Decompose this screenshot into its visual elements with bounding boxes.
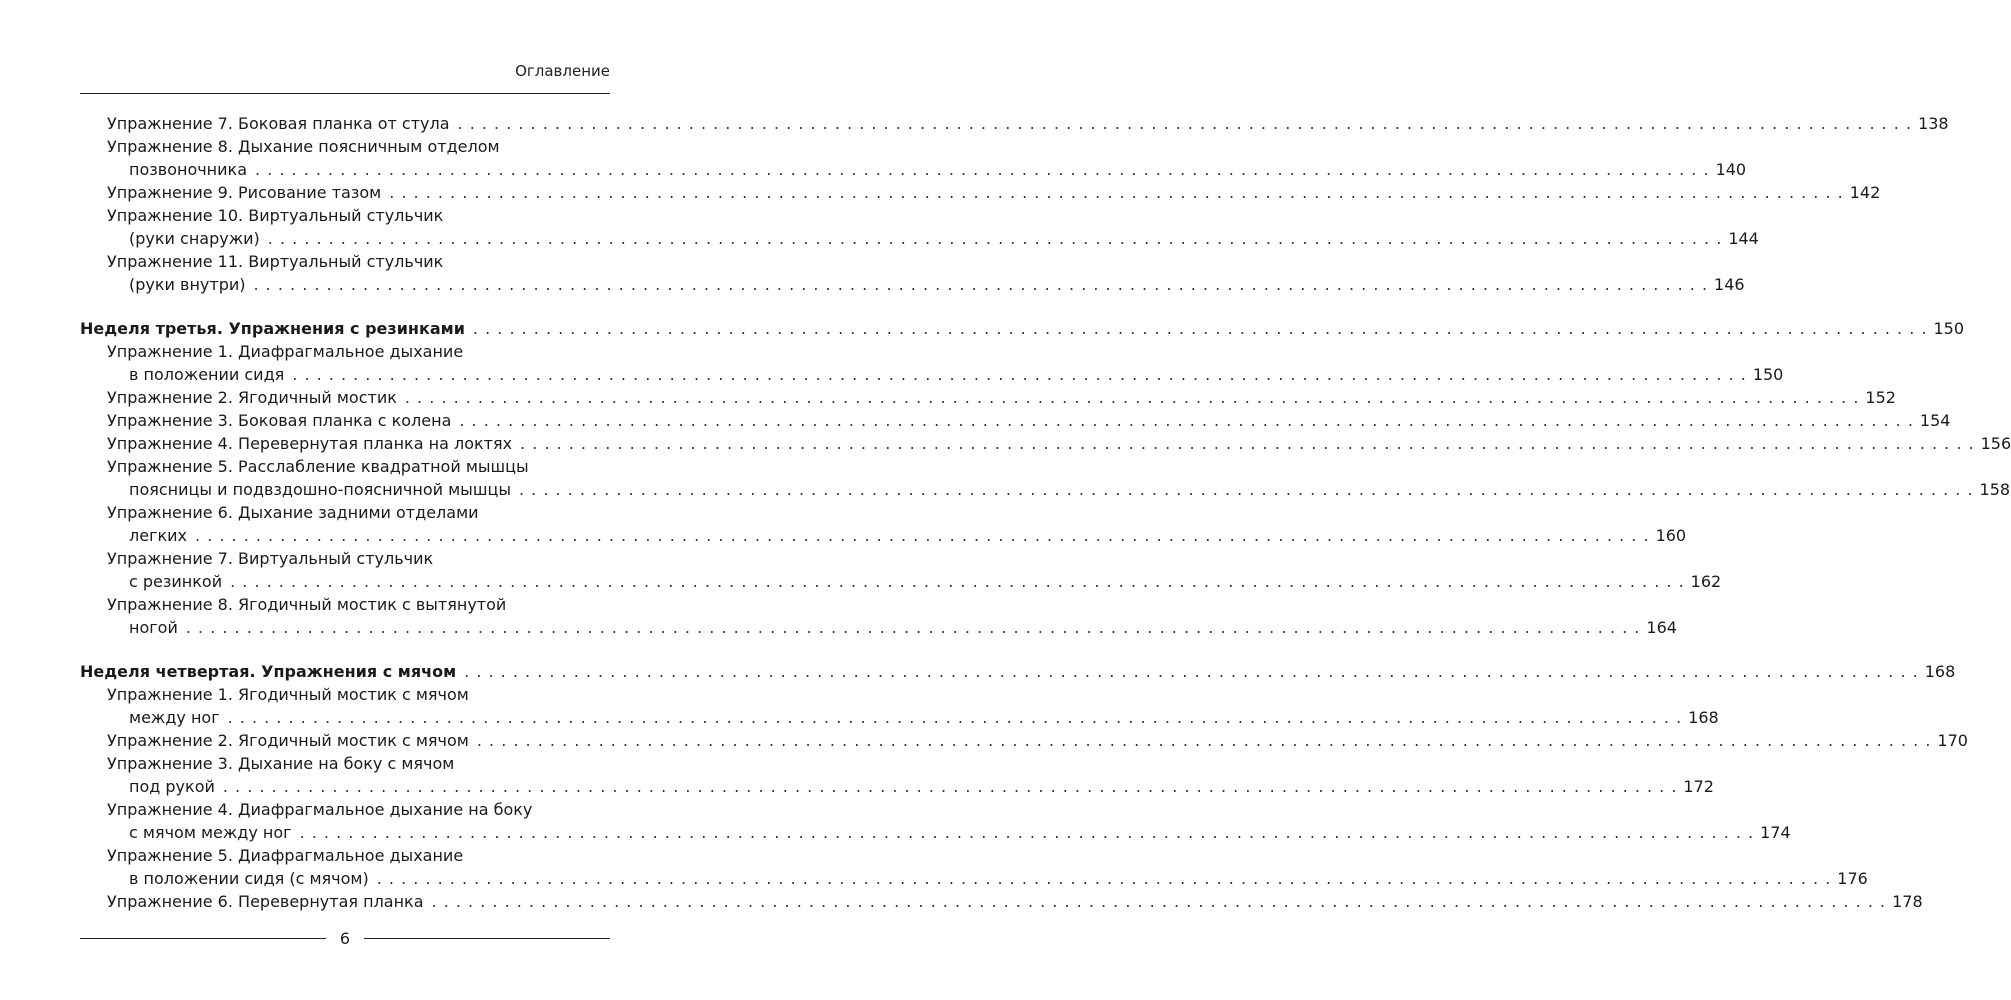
- toc-entry-title: Упражнение 5. Расслабление квадратной мышцы: [107, 457, 529, 476]
- toc-line: [107, 501, 610, 524]
- running-header: Оглавление: [515, 62, 610, 80]
- dot-leader: . . . . . . . . . . . . . . . . . . . . . . . . . . . . . . . . . . . . . . . . . . . . . . . . . . . . . . . . . . . . . . . . . . . . . . . . . . . . . . . . . . . . . . . . . . . . . . . . . . . . . . . . . . . . . . . . . . . . . . . .: [230, 572, 1685, 591]
- toc-line: [107, 386, 1896, 409]
- toc-entry-title: ногой: [129, 618, 178, 637]
- dot-leader: . . . . . . . . . . . . . . . . . . . . . . . . . . . . . . . . . . . . . . . . . . . . . . . . . . . . . . . . . . . . . . . . . . . . . . . . . . . . . . . . . . . . . . . . . . . . . . . . . . . . . . . . . . . . . . . . . . . . . . . .: [404, 388, 1860, 407]
- toc-entry: [80, 181, 1881, 204]
- toc-entry: [80, 752, 1714, 798]
- toc-entry-title: с мячом между ног: [129, 823, 292, 842]
- dot-leader: . . . . . . . . . . . . . . . . . . . . . . . . . . . . . . . . . . . . . . . . . . . . . . . . . . . . . . . . . . . . . . . . . . . . . . . . . . . . . . . . . . . . . . . . . . . . . . . . . . . . . . . . . . . . . . . . . . . . . . . .: [292, 365, 1747, 384]
- toc-entry-title: в положении сидя: [129, 365, 285, 384]
- toc-entry: [80, 204, 1759, 250]
- toc-entry-title: позвоночника: [129, 160, 248, 179]
- toc-page-number: 164: [1646, 618, 1677, 637]
- toc-page-number: 146: [1714, 275, 1745, 294]
- toc-entry-title: (руки снаружи): [129, 229, 260, 248]
- toc-entry: [80, 729, 1968, 752]
- toc-line: [107, 775, 1714, 798]
- toc-entry-title: Упражнение 10. Виртуальный стульчик: [107, 206, 444, 225]
- toc-entry: [80, 386, 1896, 409]
- toc-entry-title: под рукой: [129, 777, 215, 796]
- dot-leader: . . . . . . . . . . . . . . . . . . . . . . . . . . . . . . . . . . . . . . . . . . . . . . . . . . . . . . . . . . . . . . . . . . . . . . . . . . . . . . . . . . . . . . . . . . . . . . . . . . . . . . . . . . . . . . . . . . . . . . . .: [376, 869, 1832, 888]
- toc-entry-title: Упражнение 7. Виртуальный стульчик: [107, 549, 434, 568]
- toc-entry: [80, 890, 1923, 913]
- toc-entry-title: Неделя третья. Упражнения с резинками: [80, 319, 465, 338]
- toc-entry-title: Упражнение 11. Виртуальный стульчик: [107, 252, 444, 271]
- toc-entry-title: с резинкой: [129, 572, 223, 591]
- toc-entry: [80, 135, 1747, 181]
- toc-line: [107, 729, 1968, 752]
- toc-entry-title: Упражнение 8. Дыхание поясничным отделом: [107, 137, 500, 156]
- dot-leader: . . . . . . . . . . . . . . . . . . . . . . . . . . . . . . . . . . . . . . . . . . . . . . . . . . . . . . . . . . . . . . . . . . . . . . . . . . . . . . . . . . . . . . . . . . . . . . . . . . . . . . . . . . . . . . . . . . . . . . . .: [253, 275, 1709, 294]
- toc-line: [107, 227, 1759, 250]
- toc-page-number: 150: [1752, 365, 1784, 384]
- toc-line: [107, 432, 2011, 455]
- dot-leader: . . . . . . . . . . . . . . . . . . . . . . . . . . . . . . . . . . . . . . . . . . . . . . . . . . . . . . . . . . . . . . . . . . . . . . . . . . . . . . . . . . . . . . . . . . . . . . . . . . . . . . . . . . . . . . . . . . . . . . . .: [472, 319, 1928, 338]
- toc-entry: [80, 547, 1722, 593]
- toc-page-number: 140: [1715, 160, 1747, 179]
- toc-entry: [80, 844, 1868, 890]
- toc-entry-title: поясницы и подвздошно-поясничной мышцы: [129, 480, 511, 499]
- toc-entry-title: (руки внутри): [129, 275, 246, 294]
- toc-entry: [80, 432, 2011, 455]
- toc-line: [107, 250, 610, 273]
- toc-line: [107, 204, 610, 227]
- toc-entry: [80, 501, 1687, 547]
- toc-entry-title: Упражнение 8. Ягодичный мостик с вытянутой: [107, 595, 507, 614]
- toc-entry-title: Упражнение 2. Ягодичный мостик с мячом: [107, 731, 469, 750]
- header-rule: [80, 93, 610, 94]
- dot-leader: . . . . . . . . . . . . . . . . . . . . . . . . . . . . . . . . . . . . . . . . . . . . . . . . . . . . . . . . . . . . . . . . . . . . . . . . . . . . . . . . . . . . . . . . . . . . . . . . . . . . . . . . . . . . . . . . . . . . . . . .: [267, 229, 1723, 248]
- toc-page-number: 152: [1865, 388, 1896, 407]
- toc-line: [107, 158, 1747, 181]
- dot-leader: . . . . . . . . . . . . . . . . . . . . . . . . . . . . . . . . . . . . . . . . . . . . . . . . . . . . . . . . . . . . . . . . . . . . . . . . . . . . . . . . . . . . . . . . . . . . . . . . . . . . . . . . . . . . . . . . . . . . . . . .: [464, 662, 1919, 681]
- toc-line: [107, 409, 1951, 432]
- toc-entry: [80, 455, 2011, 501]
- toc-entry-title: Упражнение 5. Диафрагмальное дыхание: [107, 846, 464, 865]
- toc-entry-title: Упражнение 4. Диафрагмальное дыхание на боку: [107, 800, 533, 819]
- table-of-contents: [80, 112, 2011, 913]
- dot-leader: . . . . . . . . . . . . . . . . . . . . . . . . . . . . . . . . . . . . . . . . . . . . . . . . . . . . . . . . . . . . . . . . . . . . . . . . . . . . . . . . . . . . . . . . . . . . . . . . . . . . . . . . . . . . . . . . . . . . . . . .: [227, 708, 1683, 727]
- toc-line: [107, 181, 1881, 204]
- toc-page-number: 154: [1919, 411, 1951, 430]
- toc-page-number: 142: [1849, 183, 1881, 202]
- toc-line: [107, 798, 610, 821]
- toc-entry-title: Упражнение 3. Дыхание на боку с мячом: [107, 754, 455, 773]
- footer-rule-left: [80, 938, 326, 939]
- toc-line: [80, 660, 1956, 683]
- toc-page-number: 172: [1683, 777, 1714, 796]
- toc-line: [107, 340, 610, 363]
- dot-leader: . . . . . . . . . . . . . . . . . . . . . . . . . . . . . . . . . . . . . . . . . . . . . . . . . . . . . . . . . . . . . . . . . . . . . . . . . . . . . . . . . . . . . . . . . . . . . . . . . . . . . . . . . . . . . . . . . . . . . . . .: [222, 777, 1678, 796]
- toc-line: [107, 547, 610, 570]
- page-footer: [80, 929, 610, 948]
- toc-page-number: 150: [1933, 319, 1965, 338]
- toc-line: [107, 683, 610, 706]
- dot-leader: . . . . . . . . . . . . . . . . . . . . . . . . . . . . . . . . . . . . . . . . . . . . . . . . . . . . . . . . . . . . . . . . . . . . . . . . . . . . . . . . . . . . . . . . . . . . . . . . . . . . . . . . . . . . . . . . . . . . . . . .: [476, 731, 1932, 750]
- toc-line: [107, 478, 2011, 501]
- toc-entry-title: между ног: [129, 708, 220, 727]
- toc-page-number: 176: [1837, 869, 1868, 888]
- toc-entry-title: легких: [129, 526, 188, 545]
- toc-line: [107, 616, 1677, 639]
- toc-line: [80, 317, 1965, 340]
- toc-entry: [80, 340, 1784, 386]
- toc-entry-title: Упражнение 6. Дыхание задними отделами: [107, 503, 479, 522]
- toc-page-number: 160: [1655, 526, 1687, 545]
- toc-entry-title: Упражнение 7. Боковая планка от стула: [107, 114, 450, 133]
- toc-page-number: 156: [1980, 434, 2011, 453]
- toc-page-number: 162: [1690, 572, 1722, 591]
- toc-page-number: 174: [1760, 823, 1791, 842]
- toc-line: [107, 706, 1719, 729]
- toc-line: [107, 363, 1784, 386]
- toc-entry-title: Упражнение 1. Диафрагмальное дыхание: [107, 342, 464, 361]
- toc-line: [107, 752, 610, 775]
- toc-entry: [80, 250, 1745, 296]
- toc-line: [107, 593, 610, 616]
- dot-leader: . . . . . . . . . . . . . . . . . . . . . . . . . . . . . . . . . . . . . . . . . . . . . . . . . . . . . . . . . . . . . . . . . . . . . . . . . . . . . . . . . . . . . . . . . . . . . . . . . . . . . . . . . . . . . . . . . . . . . . . .: [459, 411, 1914, 430]
- toc-entry-title: Упражнение 2. Ягодичный мостик: [107, 388, 397, 407]
- dot-leader: . . . . . . . . . . . . . . . . . . . . . . . . . . . . . . . . . . . . . . . . . . . . . . . . . . . . . . . . . . . . . . . . . . . . . . . . . . . . . . . . . . . . . . . . . . . . . . . . . . . . . . . . . . . . . . . . . . . . . . . .: [195, 526, 1650, 545]
- dot-leader: . . . . . . . . . . . . . . . . . . . . . . . . . . . . . . . . . . . . . . . . . . . . . . . . . . . . . . . . . . . . . . . . . . . . . . . . . . . . . . . . . . . . . . . . . . . . . . . . . . . . . . . . . . . . . . . . . . . . . . . .: [457, 114, 1913, 133]
- toc-line: [107, 135, 610, 158]
- toc-line: [107, 821, 1791, 844]
- dot-leader: . . . . . . . . . . . . . . . . . . . . . . . . . . . . . . . . . . . . . . . . . . . . . . . . . . . . . . . . . . . . . . . . . . . . . . . . . . . . . . . . . . . . . . . . . . . . . . . . . . . . . . . . . . . . . . . . . . . . . . . .: [255, 160, 1710, 179]
- toc-line: [107, 273, 1745, 296]
- toc-entry-title: в положении сидя (с мячом): [129, 869, 369, 888]
- toc-page-number: 144: [1728, 229, 1759, 248]
- toc-section: [80, 660, 1956, 683]
- toc-line: [107, 524, 1687, 547]
- toc-page-number: 158: [1979, 480, 2011, 499]
- toc-page-number: 168: [1924, 662, 1956, 681]
- dot-leader: . . . . . . . . . . . . . . . . . . . . . . . . . . . . . . . . . . . . . . . . . . . . . . . . . . . . . . . . . . . . . . . . . . . . . . . . . . . . . . . . . . . . . . . . . . . . . . . . . . . . . . . . . . . . . . . . . . . . . . . .: [389, 183, 1844, 202]
- toc-entry-title: Упражнение 6. Перевернутая планка: [107, 892, 424, 911]
- dot-leader: . . . . . . . . . . . . . . . . . . . . . . . . . . . . . . . . . . . . . . . . . . . . . . . . . . . . . . . . . . . . . . . . . . . . . . . . . . . . . . . . . . . . . . . . . . . . . . . . . . . . . . . . . . . . . . . . . . . . . . . .: [185, 618, 1641, 637]
- toc-line: [107, 890, 1923, 913]
- dot-leader: . . . . . . . . . . . . . . . . . . . . . . . . . . . . . . . . . . . . . . . . . . . . . . . . . . . . . . . . . . . . . . . . . . . . . . . . . . . . . . . . . . . . . . . . . . . . . . . . . . . . . . . . . . . . . . . . . . . . . . . .: [520, 434, 1975, 453]
- dot-leader: . . . . . . . . . . . . . . . . . . . . . . . . . . . . . . . . . . . . . . . . . . . . . . . . . . . . . . . . . . . . . . . . . . . . . . . . . . . . . . . . . . . . . . . . . . . . . . . . . . . . . . . . . . . . . . . . . . . . . . . .: [431, 892, 1887, 911]
- toc-entry: [80, 683, 1719, 729]
- toc-entry-title: Упражнение 9. Рисование тазом: [107, 183, 382, 202]
- toc-entry: [80, 593, 1677, 639]
- toc-line: [107, 570, 1722, 593]
- dot-leader: . . . . . . . . . . . . . . . . . . . . . . . . . . . . . . . . . . . . . . . . . . . . . . . . . . . . . . . . . . . . . . . . . . . . . . . . . . . . . . . . . . . . . . . . . . . . . . . . . . . . . . . . . . . . . . . . . . . . . . . .: [518, 480, 1974, 499]
- toc-page-number: 168: [1688, 708, 1719, 727]
- toc-entry: [80, 112, 1949, 135]
- page-number: 6: [339, 929, 351, 948]
- footer-rule-right: [364, 938, 610, 939]
- toc-page-number: 138: [1918, 114, 1949, 133]
- toc-entry: [80, 409, 1951, 432]
- dot-leader: . . . . . . . . . . . . . . . . . . . . . . . . . . . . . . . . . . . . . . . . . . . . . . . . . . . . . . . . . . . . . . . . . . . . . . . . . . . . . . . . . . . . . . . . . . . . . . . . . . . . . . . . . . . . . . . . . . . . . . . .: [299, 823, 1755, 842]
- toc-entry: [80, 798, 1791, 844]
- toc-line: [107, 867, 1868, 890]
- toc-entry-title: Неделя четвертая. Упражнения с мячом: [80, 662, 457, 681]
- toc-page-number: 170: [1937, 731, 1968, 750]
- toc-section: [80, 317, 1965, 340]
- toc-entry-title: Упражнение 3. Боковая планка с колена: [107, 411, 452, 430]
- toc-line: [107, 112, 1949, 135]
- toc-entry-title: Упражнение 4. Перевернутая планка на локтях: [107, 434, 513, 453]
- toc-line: [107, 844, 610, 867]
- toc-line: [107, 455, 610, 478]
- toc-entry-title: Упражнение 1. Ягодичный мостик с мячом: [107, 685, 469, 704]
- toc-page-number: 178: [1892, 892, 1923, 911]
